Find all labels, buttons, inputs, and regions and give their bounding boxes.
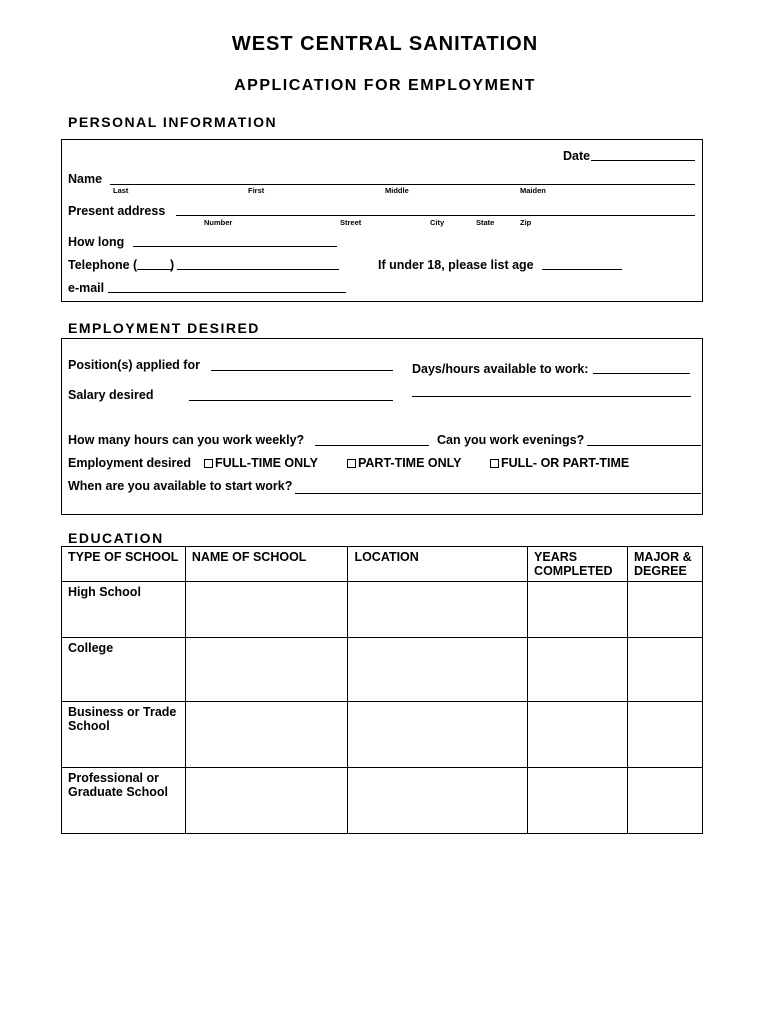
days-hours-field[interactable] <box>593 373 690 374</box>
positions-field[interactable] <box>211 370 393 371</box>
address-sublabel-street: Street <box>340 218 362 227</box>
telephone-close-paren: ) <box>170 258 175 272</box>
table-row <box>62 638 703 702</box>
address-field[interactable] <box>176 215 695 216</box>
education-header-row <box>62 547 703 582</box>
row-label-college: College <box>62 638 186 702</box>
name-field[interactable] <box>110 184 695 185</box>
hours-weekly-label: How many hours can you work weekly? <box>68 433 305 447</box>
part-time-label: PART-TIME ONLY <box>358 456 462 470</box>
age-field[interactable] <box>542 269 622 270</box>
professional-years-cell[interactable] <box>528 768 628 834</box>
column-major-degree: MAJOR & DEGREE <box>628 547 703 582</box>
row-label-business-trade: Business or Trade School <box>62 702 186 768</box>
address-sublabel-state: State <box>476 218 495 227</box>
table-row <box>62 768 703 834</box>
full-or-part-time-label: FULL- OR PART-TIME <box>501 456 630 470</box>
personal-section-title: PERSONAL INFORMATION <box>68 114 278 130</box>
college-location-cell[interactable] <box>348 638 528 702</box>
full-time-label: FULL-TIME ONLY <box>215 456 319 470</box>
column-type-of-school: TYPE OF SCHOOL <box>62 547 186 582</box>
column-name-of-school: NAME OF SCHOOL <box>185 547 348 582</box>
column-location: LOCATION <box>348 547 528 582</box>
option-full-time[interactable] <box>204 456 318 470</box>
email-label: e-mail <box>68 281 105 295</box>
evenings-field[interactable] <box>587 445 701 446</box>
high-school-name-cell[interactable] <box>185 582 348 638</box>
professional-location-cell[interactable] <box>348 768 528 834</box>
positions-label: Position(s) applied for <box>68 358 200 372</box>
address-sublabel-number: Number <box>204 218 233 227</box>
education-section-title: EDUCATION <box>68 530 164 546</box>
row-label-high-school: High School <box>62 582 186 638</box>
address-label: Present address <box>68 204 166 218</box>
professional-major-cell[interactable] <box>628 768 703 834</box>
hours-weekly-field[interactable] <box>315 445 429 446</box>
start-field[interactable] <box>295 493 701 494</box>
college-major-cell[interactable] <box>628 638 703 702</box>
high-school-location-cell[interactable] <box>348 582 528 638</box>
name-sublabel-first: First <box>248 186 265 195</box>
how-long-label: How long <box>68 235 125 249</box>
date-field[interactable] <box>591 160 695 161</box>
email-field[interactable] <box>108 292 346 293</box>
days-hours-label: Days/hours available to work: <box>412 362 589 376</box>
business-major-cell[interactable] <box>628 702 703 768</box>
education-table <box>61 546 703 834</box>
evenings-label: Can you work evenings? <box>437 433 585 447</box>
high-school-major-cell[interactable] <box>628 582 703 638</box>
row-label-professional-graduate: Professional or Graduate School <box>62 768 186 834</box>
telephone-label: Telephone ( <box>68 258 138 272</box>
option-part-time[interactable] <box>347 456 461 470</box>
name-sublabel-middle: Middle <box>385 186 409 195</box>
salary-field[interactable] <box>189 400 393 401</box>
option-full-or-part-time[interactable] <box>490 456 629 470</box>
employment-section-title: EMPLOYMENT DESIRED <box>68 320 260 336</box>
telephone-area-code-field[interactable] <box>137 269 173 270</box>
telephone-field[interactable] <box>177 269 339 270</box>
full-or-part-time-checkbox[interactable] <box>490 459 499 468</box>
under-18-label: If under 18, please list age <box>378 258 534 272</box>
name-sublabel-maiden: Maiden <box>520 186 546 195</box>
business-location-cell[interactable] <box>348 702 528 768</box>
business-name-cell[interactable] <box>185 702 348 768</box>
college-name-cell[interactable] <box>185 638 348 702</box>
date-label: Date <box>563 149 591 163</box>
business-years-cell[interactable] <box>528 702 628 768</box>
personal-info-box <box>61 139 703 302</box>
employment-desired-label: Employment desired <box>68 456 191 470</box>
college-years-cell[interactable] <box>528 638 628 702</box>
name-sublabel-last: Last <box>113 186 129 195</box>
form-title: APPLICATION FOR EMPLOYMENT <box>234 77 536 94</box>
professional-name-cell[interactable] <box>185 768 348 834</box>
salary-label: Salary desired <box>68 388 154 402</box>
table-row <box>62 702 703 768</box>
days-hours-field-2[interactable] <box>412 396 691 397</box>
high-school-years-cell[interactable] <box>528 582 628 638</box>
column-years-completed: YEARS COMPLETED <box>528 547 628 582</box>
start-label: When are you available to start work? <box>68 479 293 493</box>
company-title: WEST CENTRAL SANITATION <box>231 33 539 55</box>
how-long-field[interactable] <box>133 246 337 247</box>
address-sublabel-zip: Zip <box>520 218 532 227</box>
part-time-checkbox[interactable] <box>347 459 356 468</box>
address-sublabel-city: City <box>430 218 445 227</box>
table-row <box>62 582 703 638</box>
name-label: Name <box>68 172 103 186</box>
full-time-checkbox[interactable] <box>204 459 213 468</box>
